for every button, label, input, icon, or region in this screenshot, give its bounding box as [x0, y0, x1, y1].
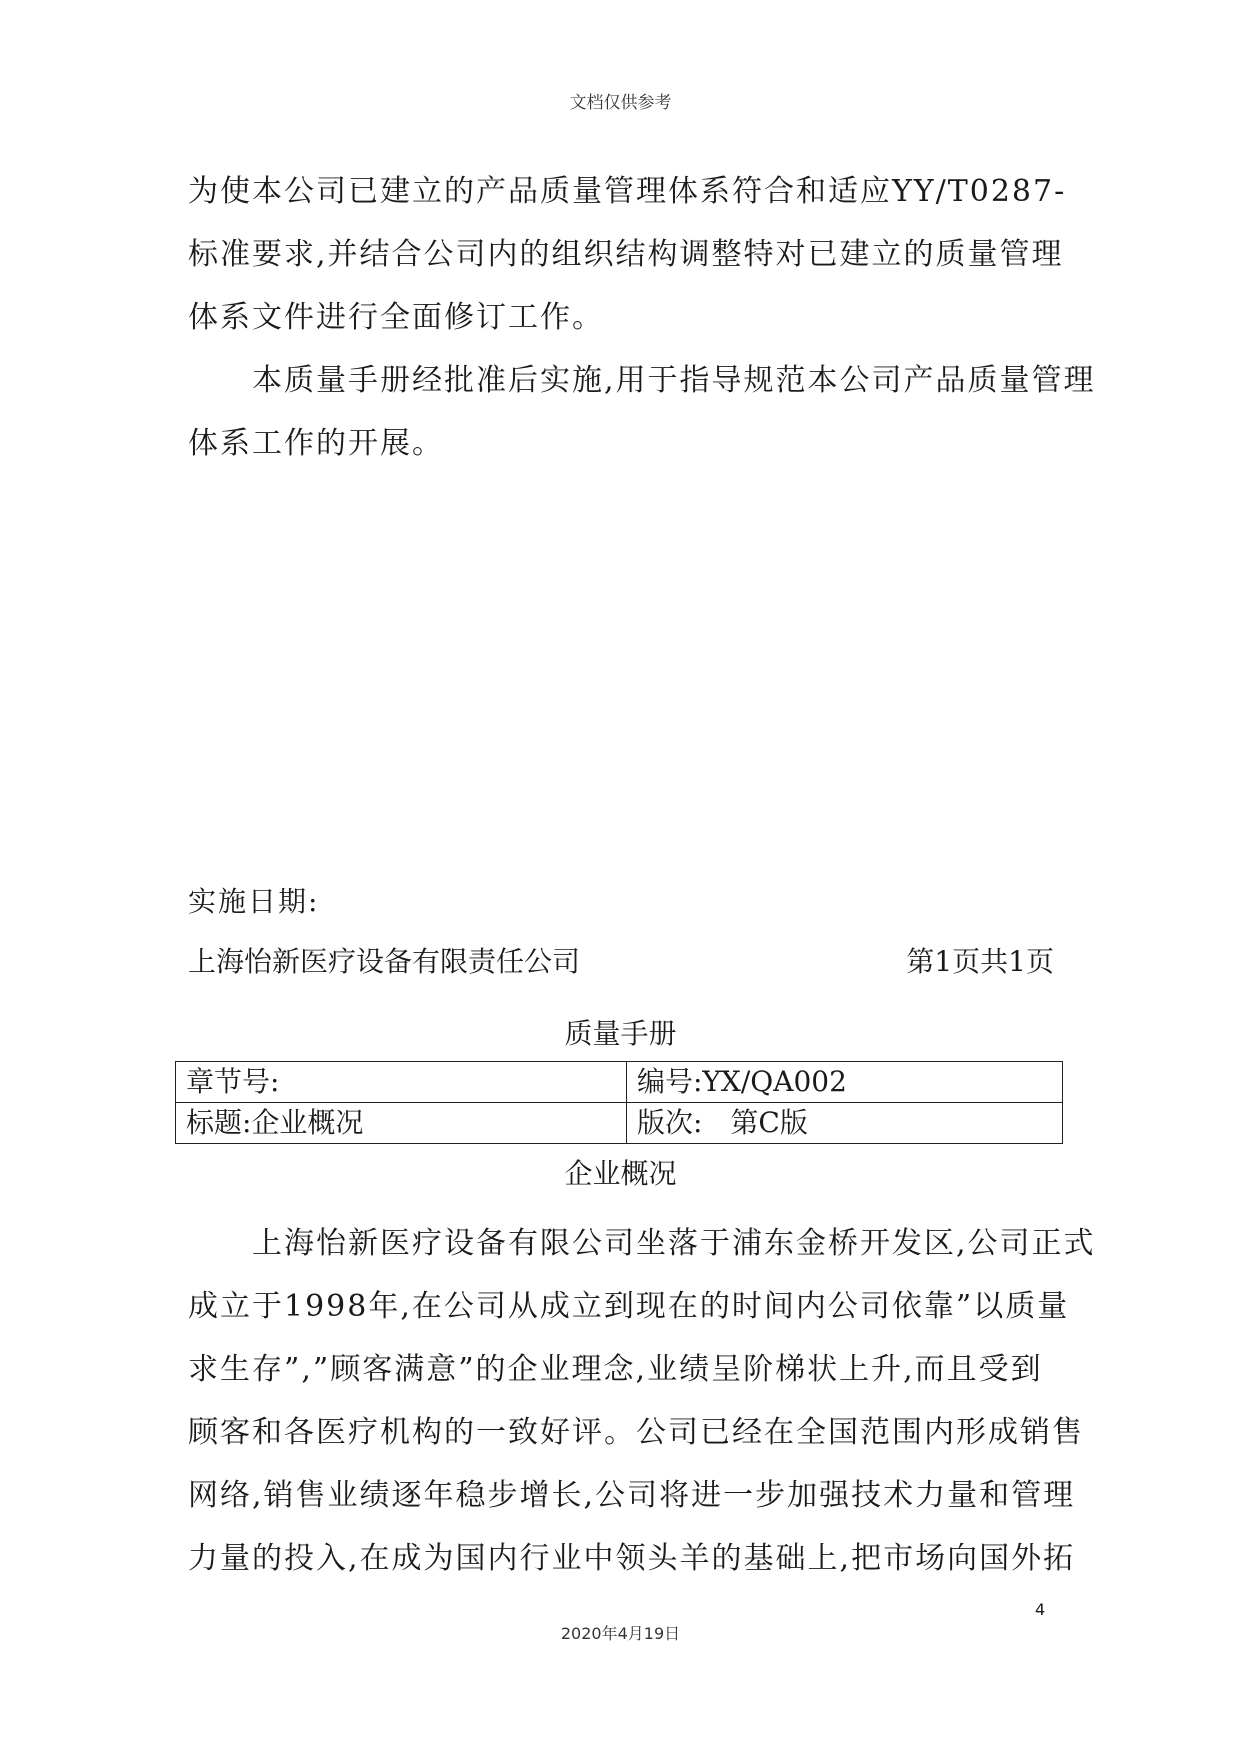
page-header: 文档仅供参考 — [569, 93, 672, 113]
document-info-table — [175, 1061, 1063, 1144]
code-cell: 编号:YX/QA002 — [627, 1062, 1063, 1103]
chapter-cell: 章节号: — [176, 1062, 627, 1103]
company-name: 上海怡新医疗设备有限责任公司 — [188, 945, 581, 978]
section-title: 企业概况 — [564, 1157, 677, 1190]
intro-line: 体系工作的开展。 — [188, 426, 444, 461]
intro-line: 体系文件进行全面修订工作。 — [188, 300, 604, 335]
page-info: 第1页共1页 — [906, 945, 1054, 978]
intro-line: 标准要求,并结合公司内的组织结构调整特对已建立的质量管理 — [188, 237, 1064, 272]
company-line — [188, 940, 1054, 980]
manual-title: 质量手册 — [564, 1017, 677, 1050]
footer-date: 2020年4月19日 — [560, 1624, 681, 1643]
section-line: 顾客和各医疗机构的一致好评。公司已经在全国范围内形成销售 — [188, 1415, 1084, 1450]
table-row — [176, 1062, 1063, 1103]
intro-line: 为使本公司已建立的产品质量管理体系符合和适应YY/T0287- — [188, 174, 1067, 209]
section-line: 求生存”,”顾客满意”的企业理念,业绩呈阶梯状上升,而且受到 — [188, 1352, 1043, 1387]
section-line: 网络,销售业绩逐年稳步增长,公司将进一步加强技术力量和管理 — [188, 1478, 1076, 1513]
page-number: 4 — [1035, 1600, 1046, 1619]
section-line: 上海怡新医疗设备有限公司坐落于浦东金桥开发区,公司正式 — [188, 1226, 1096, 1261]
edition-cell: 版次: 第C版 — [627, 1103, 1063, 1144]
section-line: 成立于1998年,在公司从成立到现在的时间内公司依靠”以质量 — [188, 1289, 1070, 1324]
subject-cell: 标题:企业概况 — [176, 1103, 627, 1144]
implementation-date-label: 实施日期: — [188, 885, 320, 918]
table-row — [176, 1103, 1063, 1144]
section-line: 力量的投入,在成为国内行业中领头羊的基础上,把市场向国外拓 — [188, 1541, 1076, 1576]
intro-line: 本质量手册经批准后实施,用于指导规范本公司产品质量管理 — [188, 363, 1096, 398]
